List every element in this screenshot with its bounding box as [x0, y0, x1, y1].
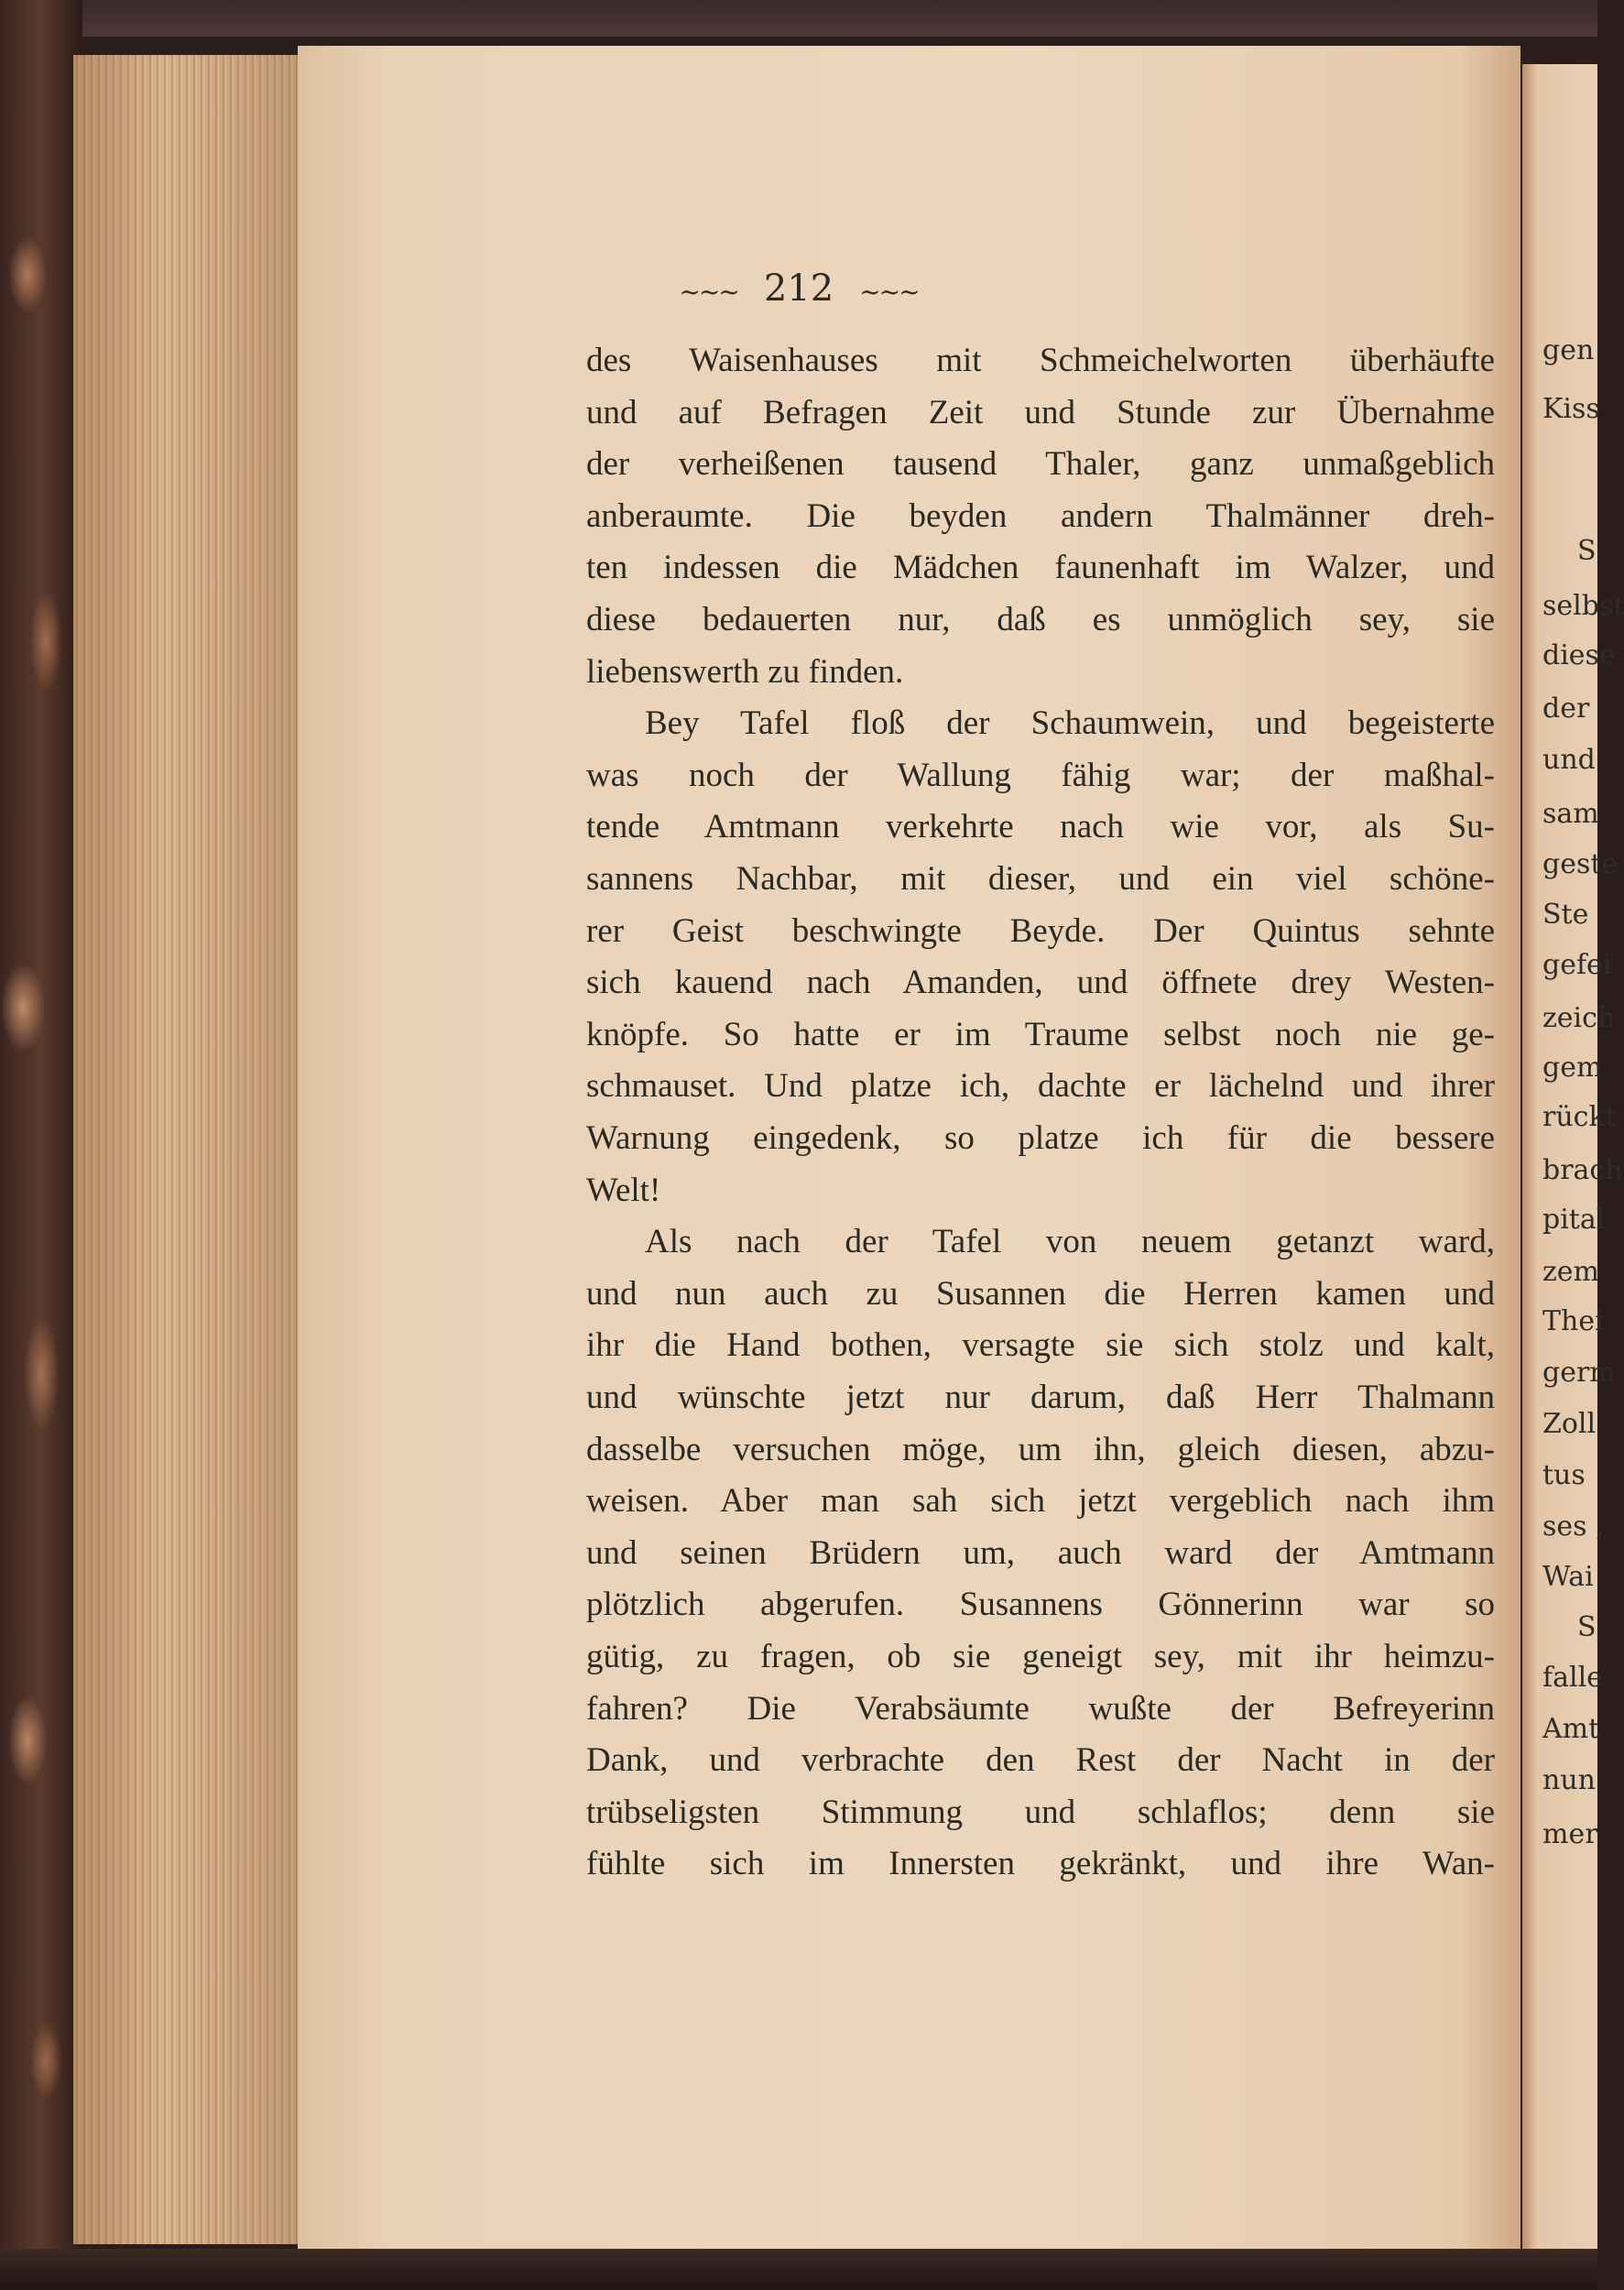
facing-page-fragment: brach [1542, 1154, 1623, 1186]
text-line: Welt! [586, 1171, 661, 1209]
text-line: rer Geist beschwingte Beyde. Der Quintus sehnte [586, 911, 1495, 950]
text-line: diese bedauerten nur, daß es unmöglich sey, sie [586, 601, 1495, 638]
text-line: knöpfe. So hatte er im Traume selbst noch nie ge- [586, 1015, 1495, 1053]
facing-page-fragment: S [1577, 535, 1597, 567]
text-line: Bey Tafel floß der Schaumwein, und begeisterte [645, 704, 1495, 743]
facing-page-fragment: Ste [1542, 899, 1589, 931]
text-line: schmauset. Und platze ich, dachte er lächelnd und ihrer [586, 1067, 1495, 1106]
facing-page-fragment: S [1577, 1611, 1597, 1643]
text-line: weisen. Aber man sah sich jetzt vergeblich nach ihm [586, 1482, 1495, 1521]
text-line: fühlte sich im Innersten gekränkt, und ihre Wan- [586, 1845, 1495, 1883]
facing-page-fragment: gefei [1542, 949, 1612, 981]
text-line: tende Amtmann verkehrte nach wie vor, als Su- [586, 808, 1495, 846]
facing-page-fragment: Kiss [1542, 393, 1600, 425]
facing-page-fragment: zeich [1542, 1002, 1616, 1034]
ornament-left: ~~~ [679, 276, 738, 307]
text-line: und wünschte jetzt nur darum, daß Herr Thalmann [586, 1379, 1495, 1416]
text-line: sich kauend nach Amanden, und öffnete drey Westen- [586, 964, 1495, 1002]
text-line: ihr die Hand bothen, versagte sie sich stolz und kalt, [586, 1326, 1495, 1365]
facing-page-fragment: sam [1542, 798, 1599, 830]
facing-page-fragment: gem [1542, 1052, 1603, 1084]
text-line: des Waisenhauses mit Schmeichelworten überhäufte [586, 342, 1495, 379]
text-line: plötzlich abgerufen. Susannens Gönnerinn war so [586, 1586, 1495, 1624]
text-line: gütig, zu fragen, ob sie geneigt sey, mit ihr heimzu- [586, 1638, 1495, 1675]
text-line: sannens Nachbar, mit dieser, und ein viel schöne- [586, 860, 1495, 898]
text-line: und seinen Brüdern um, auch ward der Amtmann [586, 1533, 1495, 1572]
facing-page-fragment: und [1542, 744, 1596, 776]
text-line: Als nach der Tafel von neuem getanzt ward, [645, 1223, 1495, 1261]
facing-page-fragment: der [1542, 692, 1590, 725]
text-line: anberaumte. Die beyden andern Thalmänner dreh- [586, 496, 1495, 535]
facing-page-fragment: Amt [1542, 1713, 1600, 1745]
facing-page-fragment: zem [1542, 1256, 1600, 1288]
ornament-right: ~~~ [859, 276, 919, 307]
facing-page-fragment: tus [1542, 1459, 1586, 1491]
facing-page-fragment: falle [1542, 1662, 1603, 1694]
text-line: was noch der Wallung fähig war; der maßhal- [586, 756, 1495, 794]
text-line: der verheißenen tausend Thaler, ganz unmaßgeblich [586, 445, 1495, 484]
page-number: 212 [763, 267, 834, 310]
text-line: liebenswerth zu finden. [586, 652, 904, 691]
facing-page-fragment: nun [1542, 1764, 1596, 1796]
facing-page-fragment: ses , [1542, 1510, 1605, 1543]
facing-page-fragment: rückt [1542, 1101, 1617, 1133]
text-line: Dank, und verbrachte den Rest der Nacht in der [586, 1741, 1495, 1780]
text-line: Warnung eingedenk, so platze ich für die bessere [586, 1119, 1495, 1157]
facing-page-fragment: pital [1542, 1204, 1606, 1236]
facing-page-fragment: geste [1542, 848, 1619, 880]
facing-page-fragment: Zoll [1542, 1408, 1597, 1440]
text-line: und nun auch zu Susannen die Herren kamen und [586, 1274, 1495, 1313]
text-line: trübseligsten Stimmung und schlaflos; denn sie [586, 1793, 1495, 1831]
text-line: fahren? Die Verabsäumte wußte der Befreyerinn [586, 1689, 1495, 1728]
text-line: ten indessen die Mädchen faunenhaft im Walzer, und [586, 549, 1495, 587]
text-line: dasselbe versuchen möge, um ihn, gleich diesen, abzu- [586, 1430, 1495, 1468]
text-line: und auf Befragen Zeit und Stunde zur Übernahme [586, 393, 1495, 431]
facing-page-fragment: gen [1542, 334, 1595, 366]
facing-page-fragment: selbst [1542, 590, 1624, 622]
facing-page-fragment: germ [1542, 1357, 1616, 1389]
facing-page-fragment: Wai [1542, 1561, 1594, 1593]
facing-page-fragment: mer [1542, 1818, 1598, 1850]
facing-page-fragment: Thei [1542, 1305, 1604, 1337]
facing-page-fragment: diese [1542, 639, 1616, 671]
